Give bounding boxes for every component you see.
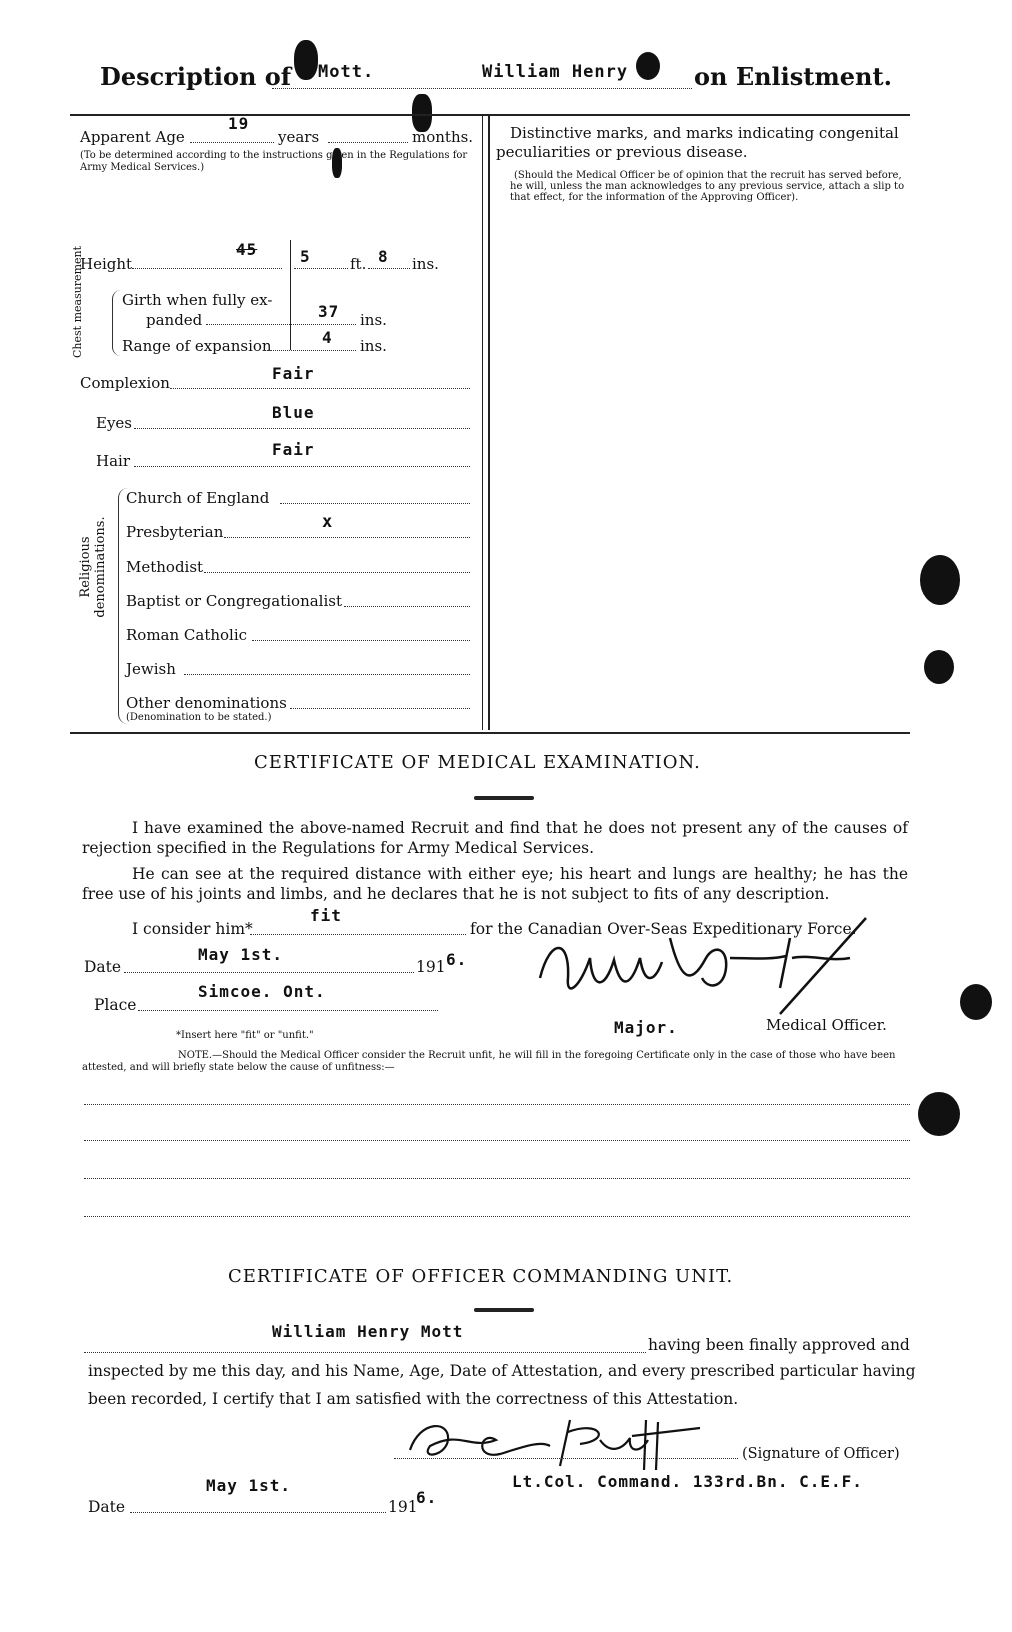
redaction-mark bbox=[920, 555, 960, 605]
religion-label-other: Other denominations bbox=[126, 694, 287, 712]
height-label: Height bbox=[80, 255, 133, 273]
medical-paragraph-2: He can see at the required distance with either eye; his heart and lungs are healthy; he has the free use of his joints and limbs, and he declares that he is not subject to fits of any description. bbox=[82, 865, 908, 903]
surname-value: Mott. bbox=[318, 62, 375, 82]
commanding-date-label: Date bbox=[88, 1498, 126, 1516]
commanding-officer-signature bbox=[400, 1410, 720, 1480]
range-ins-label: ins. bbox=[360, 337, 387, 355]
medical-place-fill-line bbox=[138, 1010, 438, 1011]
religion-fill-line bbox=[290, 708, 470, 709]
hair-label: Hair bbox=[96, 452, 130, 470]
girth-label-1: Girth when fully ex- bbox=[122, 291, 273, 309]
height-ft-fill-line bbox=[294, 268, 348, 269]
top-rule bbox=[70, 114, 910, 116]
measure-divider bbox=[290, 240, 291, 350]
consider-label: I consider him* bbox=[132, 920, 253, 938]
unfitness-line-1 bbox=[84, 1104, 910, 1105]
eyes-label: Eyes bbox=[96, 414, 132, 432]
religion-fill-line bbox=[280, 503, 470, 504]
chest-label: Chest measurement bbox=[71, 245, 84, 358]
medical-place-label: Place bbox=[94, 996, 137, 1014]
religion-label-methodist: Methodist bbox=[126, 558, 204, 576]
column-divider-inner bbox=[482, 116, 483, 730]
age-note: (To be determined according to the instructions given in the Regulations for Army Medical Services.) bbox=[80, 150, 468, 173]
age-value: 19 bbox=[228, 114, 250, 133]
title-prefix: Description of bbox=[100, 62, 292, 91]
age-fill-line bbox=[190, 142, 274, 143]
hair-fill-line bbox=[134, 466, 470, 467]
presbyterian-mark: x bbox=[322, 512, 334, 532]
commanding-rank-value: Lt.Col. Command. 133rd.Bn. C.E.F. bbox=[512, 1472, 863, 1491]
religion-fill-line bbox=[204, 572, 470, 573]
months-fill-line bbox=[328, 142, 408, 143]
religion-label-baptist: Baptist or Congregationalist bbox=[126, 592, 342, 610]
medical-year-prefix: 191 bbox=[416, 958, 446, 976]
religion-side-label-2: denominations. bbox=[93, 516, 108, 618]
name-fill-line bbox=[84, 1352, 646, 1353]
religion-side-label-1: Religious bbox=[78, 536, 93, 598]
religion-fill-line bbox=[224, 537, 470, 538]
commanding-line3: been recorded, I certify that I am satisfied with the correctness of this Attestation. bbox=[88, 1390, 739, 1408]
column-divider bbox=[488, 116, 490, 730]
religion-label-presbyterian: Presbyterian bbox=[126, 523, 224, 541]
redaction-mark bbox=[636, 52, 660, 80]
fit-value: fit bbox=[310, 906, 342, 925]
fit-fill-line bbox=[250, 934, 466, 935]
months-label: months. bbox=[412, 128, 474, 146]
redaction-mark bbox=[294, 40, 318, 80]
force-label: for the Canadian Over-Seas Expeditionary Force. bbox=[470, 920, 857, 938]
other-denomination-note: (Denomination to be stated.) bbox=[126, 712, 272, 723]
distinctive-marks-note: (Should the Medical Officer be of opinion that the recruit has served before, he will, unless the man acknowledges to any previous service, attach a slip to that effect, for the information of the Approving Officer). bbox=[510, 170, 905, 203]
heading-ornament bbox=[474, 1308, 534, 1312]
redaction-mark bbox=[412, 94, 432, 132]
religion-side-label bbox=[78, 482, 108, 652]
unfitness-line-4 bbox=[84, 1216, 910, 1217]
religion-label-church-of-england: Church of England bbox=[126, 489, 270, 507]
girth-fill-line bbox=[206, 324, 356, 325]
height-ins-label: ins. bbox=[412, 255, 439, 273]
eyes-value: Blue bbox=[272, 403, 315, 422]
medical-certificate-heading: CERTIFICATE OF MEDICAL EXAMINATION. bbox=[254, 752, 701, 773]
complexion-label: Complexion bbox=[80, 374, 170, 392]
commanding-name-value: William Henry Mott bbox=[272, 1322, 464, 1341]
range-label: Range of expansion bbox=[122, 337, 272, 355]
insert-note: *Insert here "fit" or "unfit." bbox=[176, 1030, 314, 1041]
girth-label-2: panded bbox=[146, 311, 203, 329]
age-label: Apparent Age bbox=[80, 128, 185, 146]
medical-officer-label: Medical Officer. bbox=[766, 1016, 887, 1034]
medical-officer-signature bbox=[530, 918, 890, 1018]
medical-officer-rank: Major. bbox=[614, 1018, 678, 1037]
medical-year-digit: 6. bbox=[446, 950, 468, 969]
hair-value: Fair bbox=[272, 440, 315, 459]
heading-ornament bbox=[474, 796, 534, 800]
medical-date-value: May 1st. bbox=[198, 945, 284, 964]
religion-label-jewish: Jewish bbox=[126, 660, 176, 678]
medical-paragraph-1: I have examined the above-named Recruit and find that he does not present any of the causes of rejection specified in the Regulations for Army Medical Services. bbox=[82, 819, 908, 857]
religion-label-roman-catholic: Roman Catholic bbox=[126, 626, 248, 644]
height-in-value: 8 bbox=[378, 247, 389, 266]
height-fill-line bbox=[132, 268, 282, 269]
range-fill-line bbox=[264, 350, 356, 351]
commanding-date-fill-line bbox=[130, 1512, 386, 1513]
redaction-mark bbox=[924, 650, 954, 684]
unfitness-line-3 bbox=[84, 1178, 910, 1179]
title-fill-line bbox=[272, 88, 692, 89]
commanding-year-prefix: 191 bbox=[388, 1498, 418, 1516]
complexion-fill-line bbox=[170, 388, 470, 389]
commanding-certificate-heading: CERTIFICATE OF OFFICER COMMANDING UNIT. bbox=[228, 1266, 734, 1287]
commanding-year-digit: 6. bbox=[416, 1488, 438, 1507]
height-struck-value: 45 bbox=[236, 240, 258, 259]
medical-date-fill-line bbox=[124, 972, 414, 973]
height-ft-value: 5 bbox=[300, 247, 311, 266]
complexion-value: Fair bbox=[272, 364, 315, 383]
commanding-date-value: May 1st. bbox=[206, 1476, 292, 1495]
girth-value: 37 bbox=[318, 302, 340, 321]
given-names-value: William Henry bbox=[482, 62, 629, 82]
medical-date-label: Date bbox=[84, 958, 122, 976]
commanding-line1-tail: having been finally approved and bbox=[648, 1336, 910, 1354]
signature-of-officer-label: (Signature of Officer) bbox=[742, 1446, 900, 1462]
years-label: years bbox=[278, 128, 320, 146]
section-rule bbox=[70, 732, 910, 734]
redaction-mark bbox=[960, 984, 992, 1020]
religion-fill-line bbox=[252, 640, 470, 641]
unfitness-line-2 bbox=[84, 1140, 910, 1141]
unfit-note: NOTE.—Should the Medical Officer consider the Recruit unfit, he will fill in the foregoing Certificate only in the case of those who have been attested, and will briefly state below the cause of unfitness:— bbox=[82, 1050, 896, 1073]
signature-fill-line bbox=[394, 1458, 738, 1459]
girth-ins-label: ins. bbox=[360, 311, 387, 329]
range-value: 4 bbox=[322, 328, 333, 347]
ft-label: ft. bbox=[350, 255, 367, 273]
title-suffix: on Enlistment. bbox=[694, 62, 892, 91]
commanding-line2: inspected by me this day, and his Name, Age, Date of Attestation, and every prescribed particular having bbox=[88, 1362, 916, 1380]
religion-fill-line bbox=[344, 606, 470, 607]
redaction-mark bbox=[918, 1092, 960, 1136]
medical-place-value: Simcoe. Ont. bbox=[198, 982, 326, 1001]
eyes-fill-line bbox=[134, 428, 470, 429]
religion-fill-line bbox=[184, 674, 470, 675]
distinctive-marks-heading: Distinctive marks, and marks indicating congenital peculiarities or previous disease. bbox=[496, 124, 899, 161]
chest-brace bbox=[112, 290, 121, 356]
height-in-fill-line bbox=[368, 268, 410, 269]
